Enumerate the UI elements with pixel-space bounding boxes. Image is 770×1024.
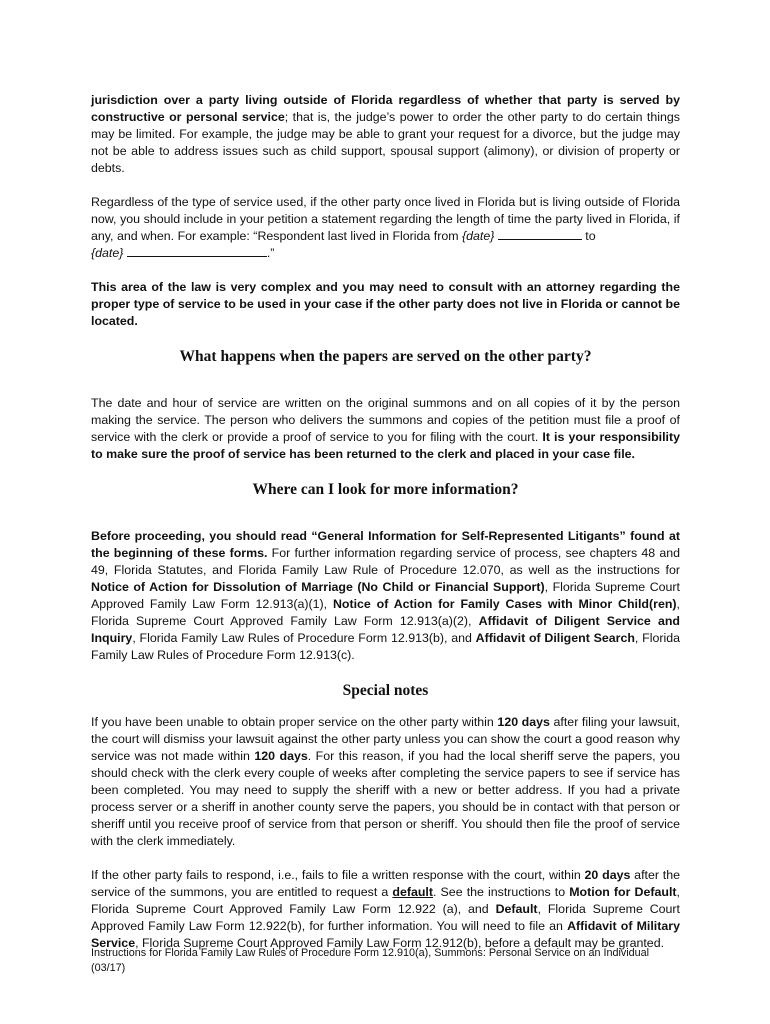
paragraph-residency-statement: Regardless of the type of service used, if the other party once lived in Florida but is living outside of Florida now, you should include in your petition a statement regarding the length of time the party lived in Florida, if any, and when. For example: “Respondent last lived in Florida from {date} to {date} .” — [91, 195, 680, 260]
heading-more-information: Where can I look for more information? — [252, 481, 519, 498]
date-blank — [127, 245, 267, 257]
paragraph-service-deadline: If you have been unable to obtain proper service on the other party within 120 days after filing your lawsuit, the court will dismiss your lawsuit against the other party unless you can show the court a good reason why service was not made within 120 days. For this reason, if you had the local sheriff serve the papers, you should check with the clerk every couple of weeks after completing the service papers to see if service has been completed. You may need to supply the sheriff with a new or better address. If you had a private process server or a sheriff in another county serve the papers, you should be in contact with that person or sheriff until you receive proof of service from that person or sheriff. You should then file the proof of service with the clerk immediately. — [91, 715, 680, 848]
page-footer: Instructions for Florida Family Law Rules of Procedure Form 12.910(a), Summons: Personal Service on an Individual (03/17) — [91, 947, 650, 974]
document-body — [91, 92, 680, 952]
paragraph-more-information: Before proceeding, you should read “General Information for Self-Represented Litigants” found at the beginning of these forms. For further information regarding service of process, see chapters 48 and 49, Florida Statutes, and Florida Family Law Rule of Procedure 12.070, as well as the instructions for Notice of Action for Dissolution of Marriage (No Child or Financial Support), Florida Supreme Court Approved Family Law Form 12.913(a)(1), Notice of Action for Family Cases with Minor Child(ren), Florida Supreme Court Approved Family Law Form 12.913(a)(2), Affidavit of Diligent Service and Inquiry, Florida Family Law Rules of Procedure Form 12.913(b), and Affidavit of Diligent Search, Florida Family Law Rules of Procedure Form 12.913(c). — [91, 529, 680, 662]
date-blank — [498, 228, 582, 240]
paragraph-jurisdiction: jurisdiction over a party living outside of Florida regardless of whether that party is served by constructive or personal service; that is, the judge’s power to order the other party to do certain things may be limited. For example, the judge may be able to grant your request for a divorce, but the judge may not be able to address issues such as child support, spousal support (alimony), or division of property or debts. — [91, 93, 680, 175]
paragraph-service-record: The date and hour of service are written on the original summons and on all copies of it by the person making the service. The person who delivers the summons and copies of the petition must file a proof of service with the clerk or provide a proof of service to you for filing with the court. It is your responsibility to make sure the proof of service has been returned to the clerk and placed in your case file. — [91, 396, 681, 461]
paragraph-complex-law-warning: This area of the law is very complex and you may need to consult with an attorney regarding the proper type of service to be used in your case if the other party does not live in Florida or cannot be located. — [91, 280, 680, 328]
paragraph-default: If the other party fails to respond, i.e., fails to file a written response with the court, within 20 days after the service of the summons, you are entitled to request a default. See the instructions to Motion for Default, Florida Supreme Court Approved Family Law Form 12.922 (a), and Default, Florida Supreme Court Approved Family Law Form 12.922(b), for further information. You will need to file an Affidavit of Military Service, Florida Supreme Court Approved Family Law Form 12.912(b), before a default may be granted. — [91, 868, 681, 950]
heading-special-notes: Special notes — [342, 682, 429, 699]
heading-papers-served: What happens when the papers are served on the other party? — [179, 348, 592, 365]
